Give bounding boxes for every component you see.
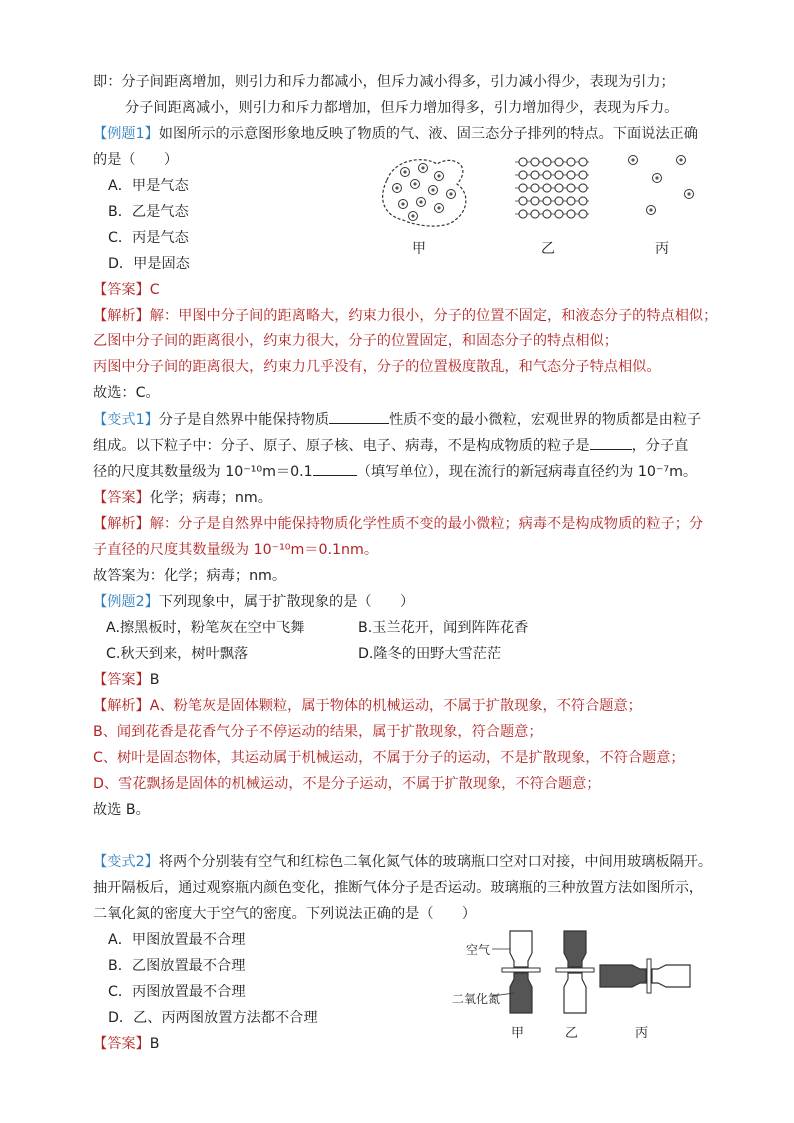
var1-text-3a: 径的尺度其数量级为 10⁻¹⁰m＝0.1 [93, 464, 313, 480]
var1-line-1 [93, 409, 701, 430]
ex2-analysis-5: 故选 B。 [93, 802, 150, 818]
var1-text-1b: 性质不变的最小微粒，宏观世界的物质都是由粒子 [389, 412, 702, 428]
ex2-option-c: C.秋天到来，树叶飘落 [106, 646, 249, 662]
ex2-analysis-3: C、树叶是固态物体，其运动属于机械运动，不属于分子的运动，不是扩散现象，不符合题意； [93, 750, 685, 766]
ex2-option-b: B.玉兰花开，闻到阵阵花香 [358, 620, 529, 636]
ex2-answer [93, 670, 160, 690]
fig1-label-jia: 甲 [412, 241, 426, 257]
ex1-analysis-3: 丙图中分子间的距离很大，约束力几乎没有，分子的位置极度散乱，和气态分子特点相似。 [93, 359, 661, 375]
var1-line-3 [93, 461, 697, 482]
ex1-analysis-4: 故选：C。 [93, 385, 160, 401]
ex1-answer [93, 280, 160, 300]
fig1-label-yi: 乙 [541, 241, 555, 257]
ex1-tag: 【例题1】 [93, 126, 159, 142]
var1-answer [93, 488, 272, 508]
intro-line-1: 即：分子间距离增加，则引力和斥力都减小，但斥力减小得多，引力减小得少，表现为引力； [93, 74, 675, 90]
var1-text-1a: 分子是自然界中能保持物质 [158, 412, 330, 428]
fig2-label-bing: 丙 [635, 1026, 649, 1041]
ex2-analysis-2: B、闻到花香是花香气分子不停运动的结果，属于扩散现象，符合题意； [93, 724, 543, 740]
var1-blank-2 [590, 435, 632, 450]
ex2-analysis-tag: 【解析】 [93, 698, 150, 714]
ex2-analysis-1 [93, 696, 642, 716]
ex1-stem-line-1 [93, 124, 698, 144]
bottle-placement-figure [492, 925, 702, 1035]
ex2-stem [93, 592, 414, 612]
var1-line-2 [93, 435, 688, 456]
var2-answer [93, 1034, 160, 1054]
fig1-label-bing: 丙 [655, 241, 669, 257]
fig2-label-air: 空气 [466, 943, 491, 957]
fig2-label-yi: 乙 [565, 1026, 579, 1041]
var2-tag: 【变式2】 [93, 854, 159, 870]
var2-answer-tag: 【答案】 [93, 1036, 150, 1052]
var1-blank-3 [313, 461, 357, 476]
var1-analysis-2: 子直径的尺度其数量级为 10⁻¹⁰m＝0.1nm。 [93, 542, 379, 558]
ex1-analysis-2: 乙图中分子间的距离很小，约束力很大，分子的位置固定，和固态分子的特点相似； [93, 333, 618, 349]
var1-analysis-text-1: 解：分子是自然界中能保持物质化学性质不变的最小微粒；病毒不是构成物质的粒子；分 [149, 516, 704, 532]
ex1-option-a: A．甲是气态 [108, 178, 189, 194]
ex1-analysis-1 [93, 306, 717, 326]
var2-answer-value: B [149, 1036, 160, 1052]
bottle-jia [502, 931, 540, 1013]
ex2-answer-value: B [149, 672, 160, 688]
var1-analysis-tag: 【解析】 [93, 516, 150, 532]
ex1-answer-value: C [149, 282, 160, 298]
var1-text-2b: ，分子直 [631, 438, 689, 454]
var2-option-d: D．乙、丙两图放置方法都不合理 [108, 1010, 318, 1026]
var1-answer-tag: 【答案】 [93, 490, 150, 506]
var1-tag: 【变式1】 [93, 412, 159, 428]
bottle-bing [600, 959, 690, 993]
ex2-tag: 【例题2】 [93, 594, 159, 610]
var1-text-3b: （填写单位），现在流行的新冠病毒直径约为 10⁻⁷m。 [356, 464, 698, 480]
bottle-yi [556, 931, 594, 1013]
var2-line-3: 二氧化氮的密度大于空气的密度。下列说法正确的是（ ） [93, 906, 477, 922]
var1-blank-1 [329, 409, 389, 424]
ex1-option-b: B．乙是气态 [108, 204, 189, 220]
ex1-option-d: D．甲是固态 [108, 256, 190, 272]
var2-option-b: B．乙图放置最不合理 [108, 958, 246, 974]
ex2-option-d: D.隆冬的田野大雪茫茫 [358, 646, 502, 662]
var2-option-c: C．丙图放置最不合理 [108, 984, 246, 1000]
intro-line-2: 分子间距离减小，则引力和斥力都增加，但斥力增加得多，引力增加得少，表现为斥力。 [125, 100, 679, 116]
ex1-option-c: C．丙是气态 [108, 230, 189, 246]
ex2-answer-tag: 【答案】 [93, 672, 150, 688]
var2-line-1 [93, 852, 712, 872]
ex2-option-a: A.擦黑板时，粉笔灰在空中飞舞 [106, 620, 305, 636]
var2-option-a: A．甲图放置最不合理 [108, 932, 246, 948]
fig2-label-no2: 二氧化氮 [452, 992, 501, 1006]
var2-line-2: 抽开隔板后，通过观察瓶内颜色变化，推断气体分子是否运动。玻璃瓶的三种放置方法如图所示， [93, 880, 704, 896]
var2-text-1: 将两个分别装有空气和红棕色二氧化氮气体的玻璃瓶口空对口对接，中间用玻璃板隔开。 [158, 854, 713, 870]
ex1-answer-tag: 【答案】 [93, 282, 150, 298]
fig2-label-jia: 甲 [511, 1026, 525, 1041]
var1-analysis-3: 故答案为：化学；病毒；nm。 [93, 568, 287, 584]
ex2-analysis-4: D、雪花飘扬是固体的机械运动，不是分子运动，不属于扩散现象，不符合题意； [93, 776, 601, 792]
var1-analysis-1 [93, 514, 703, 534]
gas-molecules [629, 156, 694, 215]
var1-answer-value: 化学；病毒；nm。 [149, 490, 272, 506]
var1-text-2a: 组成。以下粒子中：分子、原子、原子核、电子、病毒，不是构成物质的粒子是 [93, 438, 590, 454]
ex2-stem-text: 下列现象中，属于扩散现象的是（ ） [158, 594, 415, 610]
ex1-analysis-tag: 【解析】 [93, 308, 150, 324]
ex1-stem-line-2: 的是（ ） [93, 152, 179, 168]
ex1-stem-a: 如图所示的示意图形象地反映了物质的气、液、固三态分子排列的特点。下面说法正确 [158, 126, 698, 142]
ex2-analysis-text-1: A、粉笔灰是固体颗粒，属于物体的机械运动，不属于扩散现象，不符合题意； [149, 698, 642, 714]
ex1-analysis-text-1: 解：甲图中分子间的距离略大，约束力很小，分子的位置不固定，和液态分子的特点相似； [149, 308, 718, 324]
